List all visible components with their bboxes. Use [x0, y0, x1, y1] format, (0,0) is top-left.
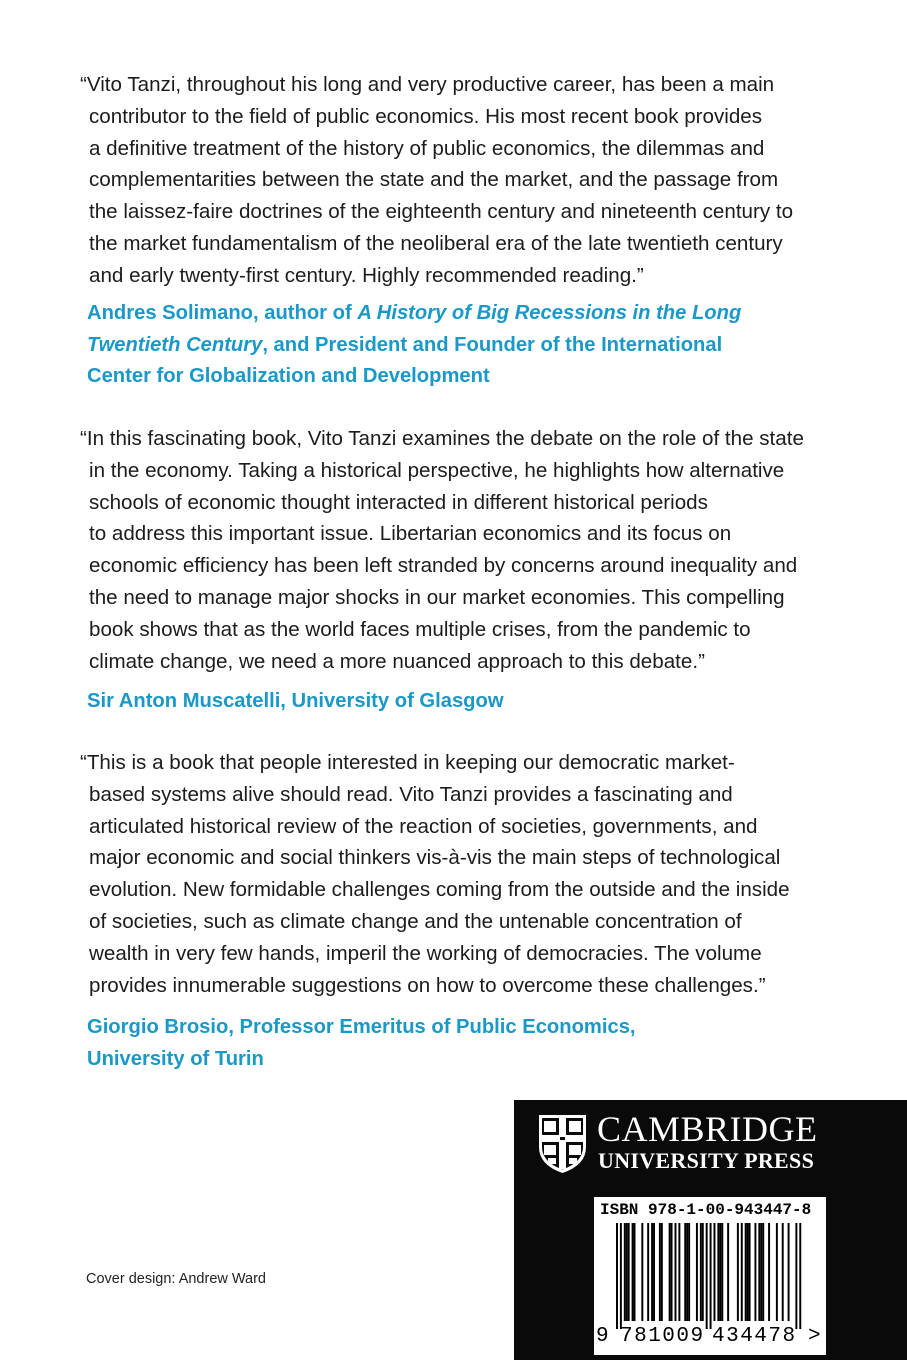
attribution-line: University of Turin — [87, 1047, 264, 1070]
barcode-bar — [669, 1223, 671, 1321]
barcode-bar — [671, 1223, 673, 1321]
cover-design-credit: Cover design: Andrew Ward — [86, 1271, 266, 1287]
barcode-bar — [634, 1223, 636, 1321]
barcode-bar — [684, 1223, 686, 1321]
attribution-line: Center for Globalization and Development — [87, 365, 490, 387]
quote-line: articulated historical review of the reaction of societies, governments, and — [89, 814, 758, 838]
barcode-bar — [758, 1223, 760, 1321]
quote-line: of societies, such as climate change and the untenable concentration of — [89, 909, 742, 933]
barcode-bar — [678, 1223, 680, 1321]
barcode-bar — [760, 1223, 762, 1321]
barcode-bar — [647, 1223, 649, 1321]
barcode-bar — [696, 1223, 698, 1321]
isbn-label: ISBN 978-1-00-943447-8 — [600, 1201, 812, 1219]
barcode-bar — [659, 1223, 661, 1321]
barcode-guard-bar — [706, 1223, 708, 1329]
attribution-brosio — [87, 1012, 847, 1075]
attribution-line: Twentieth Century, and President and Founder of the International — [87, 333, 723, 356]
barcode-bar — [717, 1223, 719, 1321]
barcode-bar — [651, 1223, 653, 1321]
barcode-bar — [727, 1223, 729, 1321]
quote-line: economic efficiency has been left stranded by concerns around inequality and — [89, 554, 798, 578]
attribution-muscatelli — [87, 686, 847, 718]
barcode-right-group: 434478 — [712, 1325, 797, 1348]
quote-line: “Vito Tanzi, throughout his long and very productive career, has been a main — [80, 73, 775, 96]
barcode-bar — [653, 1223, 655, 1321]
barcode-end-mark: > — [808, 1325, 821, 1348]
quote-line: and early twenty-first century. Highly recommended reading.” — [89, 263, 644, 287]
quote-line: “In this fascinating book, Vito Tanzi examines the debate on the role of the state — [80, 427, 804, 450]
barcode-guard-bar — [620, 1223, 622, 1329]
quote-line: evolution. New formidable challenges coming from the outside and the inside — [89, 878, 790, 902]
barcode-bar — [749, 1223, 751, 1321]
barcode-bar — [641, 1223, 643, 1321]
barcode-bar — [788, 1223, 790, 1321]
barcode-bar — [624, 1223, 626, 1321]
barcode-bar — [768, 1223, 770, 1321]
quote-line: wealth in very few hands, imperil the working of democracies. The volume — [89, 941, 762, 965]
barcode-bar — [782, 1223, 784, 1321]
barcode-bar — [702, 1223, 704, 1321]
attribution-line: Andres Solimano, author of A History of Big Recessions in the Long — [87, 302, 742, 324]
quote-line: climate change, we need a more nuanced approach to this debate.” — [89, 649, 705, 673]
publisher-subname: UNIVERSITY PRESS — [598, 1148, 815, 1173]
barcode-bar — [741, 1223, 743, 1321]
cambridge-crest-icon — [537, 1113, 588, 1175]
barcode-bar — [688, 1223, 690, 1321]
barcode-bar — [714, 1223, 716, 1321]
quote-line: provides innumerable suggestions on how to overcome these challenges.” — [89, 973, 766, 997]
barcode-first-digit: 9 — [596, 1325, 609, 1348]
quote-solimano — [80, 69, 840, 292]
barcode-bar — [747, 1223, 749, 1321]
attribution-solimano — [87, 298, 847, 393]
barcode-bar — [745, 1223, 747, 1321]
barcode-bar — [776, 1223, 778, 1321]
barcode-guard-bar — [799, 1223, 801, 1329]
barcode-bar — [628, 1223, 630, 1321]
barcode-bars — [594, 1223, 826, 1329]
quote-line: to address this important issue. Libertarian economics and its focus on — [89, 522, 732, 546]
barcode-bar — [700, 1223, 702, 1321]
attribution-line: Giorgio Brosio, Professor Emeritus of Public Economics, — [87, 1016, 636, 1038]
isbn-barcode — [594, 1197, 826, 1355]
barcode-bar — [626, 1223, 628, 1321]
barcode-bar — [754, 1223, 756, 1321]
publisher-name: CAMBRIDGE — [597, 1109, 818, 1149]
book-title: A History of Big Recessions in the Long — [357, 302, 742, 324]
barcode-bar — [686, 1223, 688, 1321]
barcode-guard-bar — [710, 1223, 712, 1329]
barcode-bar — [737, 1223, 739, 1321]
quote-line: “This is a book that people interested in keeping our democratic market- — [80, 751, 735, 774]
quote-line: the market fundamentalism of the neoliberal era of the late twentieth century — [89, 231, 783, 255]
quote-line: based systems alive should read. Vito Tanzi provides a fascinating and — [89, 782, 733, 806]
barcode-bar — [661, 1223, 663, 1321]
barcode-bar — [762, 1223, 764, 1321]
quote-line: book shows that as the world faces multiple crises, from the pandemic to — [89, 617, 751, 641]
quote-muscatelli — [80, 423, 840, 677]
attribution-line: Sir Anton Muscatelli, University of Glasgow — [87, 690, 504, 712]
publisher-panel — [514, 1100, 907, 1360]
quote-line: the need to manage major shocks in our market economies. This compelling — [89, 585, 785, 609]
quote-line: schools of economic thought interacted in different historical periods — [89, 490, 708, 514]
barcode-bar — [721, 1223, 723, 1321]
barcode-bar — [675, 1223, 677, 1321]
barcode-bar — [719, 1223, 721, 1321]
quote-brosio — [80, 747, 840, 1001]
barcode-guard-bar — [795, 1223, 797, 1329]
barcode-left-group: 781009 — [620, 1325, 705, 1348]
quote-line: complementarities between the state and the market, and the passage from — [89, 168, 779, 192]
book-title: Twentieth Century — [87, 333, 263, 356]
quote-line: contributor to the field of public economics. His most recent book provides — [89, 104, 763, 128]
barcode-bar — [632, 1223, 634, 1321]
quote-line: a definitive treatment of the history of public economics, the dilemmas and — [89, 136, 765, 160]
barcode-guard-bar — [616, 1223, 618, 1329]
quote-line: in the economy. Taking a historical perspective, he highlights how alternative — [89, 458, 785, 482]
quote-line: the laissez-faire doctrines of the eighteenth century and nineteenth century to — [89, 200, 794, 224]
quote-line: major economic and social thinkers vis-à-vis the main steps of technological — [89, 846, 781, 870]
